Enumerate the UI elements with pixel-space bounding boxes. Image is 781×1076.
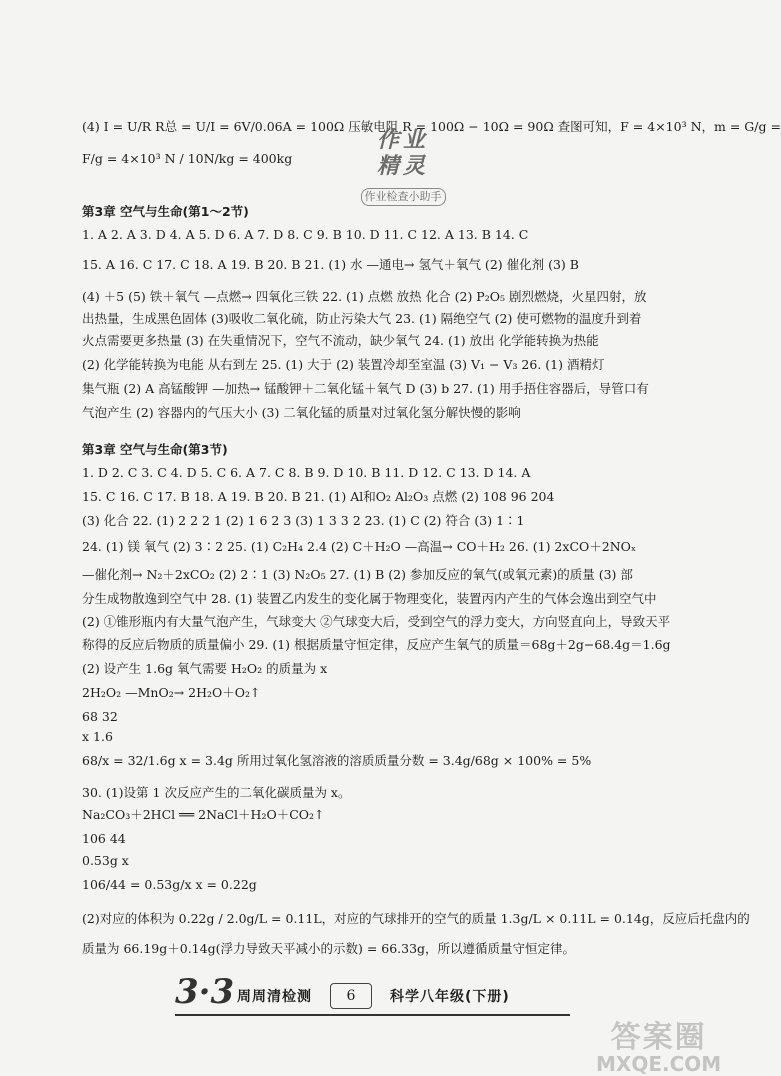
answer-line: (2) 化学能转换为电能 从右到左 25. (1) 大于 (2) 装置冷却至室温 (3) V₁ − V₃ 26. (1) 酒精灯 (82, 357, 605, 372)
stamp-line-2: 精灵 (376, 154, 429, 179)
watermark-line-1: 答案圈 (610, 1020, 707, 1055)
section-heading: 第3章 空气与生命(第3节) (82, 442, 228, 457)
series-logo: 3·3 (175, 972, 235, 1012)
answer-line: 气泡产生 (2) 容器内的气压大小 (3) 二氧化锰的质量对过氧化氢分解快慢的影响 (82, 405, 521, 420)
answer-line: 火点需要更多热量 (3) 在失重情况下，空气不流动，缺少氧气 24. (1) 放出 化学能转换为热能 (82, 333, 599, 348)
site-watermark (596, 1012, 721, 1076)
answer-line: 30. (1)设第 1 次反应产生的二氧化碳质量为 x。 (82, 785, 351, 800)
answer-line: 2H₂O₂ —MnO₂→ 2H₂O＋O₂↑ (82, 685, 261, 700)
answer-line: 集气瓶 (2) A 高锰酸钾 —加热→ 锰酸钾＋二氧化锰＋氧气 D (3) b 27. (1) 用手捂住容器后，导管口有 (82, 381, 649, 396)
answer-line: 106/44 = 0.53g/x x = 0.22g (82, 877, 257, 892)
answer-line: Na₂CO₃＋2HCl ══ 2NaCl＋H₂O＋CO₂↑ (82, 807, 325, 822)
subject-title: 科学八年级(下册) (390, 989, 510, 1005)
answer-line: 15. A 16. C 17. C 18. A 19. B 20. B 21. (1) 水 —通电→ 氢气＋氧气 (2) 催化剂 (3) B (82, 257, 579, 272)
page-footer (175, 972, 570, 1016)
answer-line: (2) 设产生 1.6g 氧气需要 H₂O₂ 的质量为 x (82, 661, 328, 676)
answer-line: 24. (1) 镁 氧气 (2) 3∶2 25. (1) C₂H₄ 2.4 (2) C＋H₂O —高温→ CO＋H₂ 26. (1) 2xCO＋2NOₓ (82, 539, 637, 554)
answer-line: (3) 化合 22. (1) 2 2 2 1 (2) 1 6 2 3 (3) 1 3 3 2 23. (1) C (2) 符合 (3) 1∶1 (82, 513, 525, 528)
answer-line: (2) ①锥形瓶内有大量气泡产生，气球变大 ②气球变大后，受到空气的浮力变大，方向竖直向上，导致天平 (82, 614, 671, 629)
page-number: 6 (330, 983, 372, 1009)
answer-line: 68/x = 32/1.6g x = 3.4g 所用过氧化氢溶液的溶质质量分数 = 3.4g/68g × 100% = 5% (82, 753, 592, 768)
answer-line: (2)对应的体积为 0.22g / 2.0g/L = 0.11L，对应的气球排开的空气的质量 1.3g/L × 0.11L = 0.14g，反应后托盘内的 (82, 911, 750, 926)
homework-stamp (350, 128, 456, 224)
answer-line: 1. A 2. A 3. D 4. A 5. D 6. A 7. D 8. C 9. B 10. D 11. C 12. A 13. B 14. C (82, 227, 529, 242)
answer-line: 质量为 66.19g＋0.14g(浮力导致天平减小的示数) = 66.33g，所以遵循质量守恒定律。 (82, 941, 576, 956)
answer-line: (4) ＋5 (5) 铁＋氧气 —点燃→ 四氧化三铁 22. (1) 点燃 放热 化合 (2) P₂O₅ 剧烈燃烧，火星四射，放 (82, 289, 647, 304)
answer-line: 15. C 16. C 17. B 18. A 19. B 20. B 21. (1) Al和O₂ Al₂O₃ 点燃 (2) 108 96 204 (82, 489, 555, 504)
answer-line: 68 32 (82, 709, 118, 724)
answer-line: 106 44 (82, 831, 126, 846)
answer-line: 称得的反应后物质的质量偏小 29. (1) 根据质量守恒定律，反应产生氧气的质量＝68g＋2g−68.4g＝1.6g (82, 637, 671, 652)
answer-line: 1. D 2. C 3. C 4. D 5. C 6. A 7. C 8. B 9. D 10. B 11. D 12. C 13. D 14. A (82, 465, 531, 480)
watermark-line-2: MXQE.COM (596, 1052, 722, 1076)
answer-line: 出热量，生成黑色固体 (3)吸收二氧化硫，防止污染大气 23. (1) 隔绝空气 (2) 使可燃物的温度升到着 (82, 311, 642, 326)
stamp-line-3: 作业检查小助手 (361, 188, 446, 206)
series-title: 周周清检测 (237, 989, 312, 1005)
answer-line: F/g = 4×10³ N / 10N/kg = 400kg (82, 151, 293, 166)
answer-line: —催化剂→ N₂＋2xCO₂ (2) 2∶1 (3) N₂O₅ 27. (1) B (2) 参加反应的氧气(或氧元素)的质量 (3) 部 (82, 567, 633, 582)
answer-line: x 1.6 (82, 729, 113, 744)
section-heading: 第3章 空气与生命(第1～2节) (82, 204, 249, 219)
answer-line: (4) I = U/R R总 = U/I = 6V/0.06A = 100Ω 压敏电阻 R = 100Ω − 10Ω = 90Ω 查图可知，F = 4×10³ N，m = G/g = (82, 119, 781, 134)
answer-line: 0.53g x (82, 853, 129, 868)
answer-line: 分生成物散逸到空气中 28. (1) 装置乙内发生的变化属于物理变化，装置丙内产生的气体会逸出到空气中 (82, 591, 657, 606)
stamp-line-1: 作业 (376, 128, 429, 153)
